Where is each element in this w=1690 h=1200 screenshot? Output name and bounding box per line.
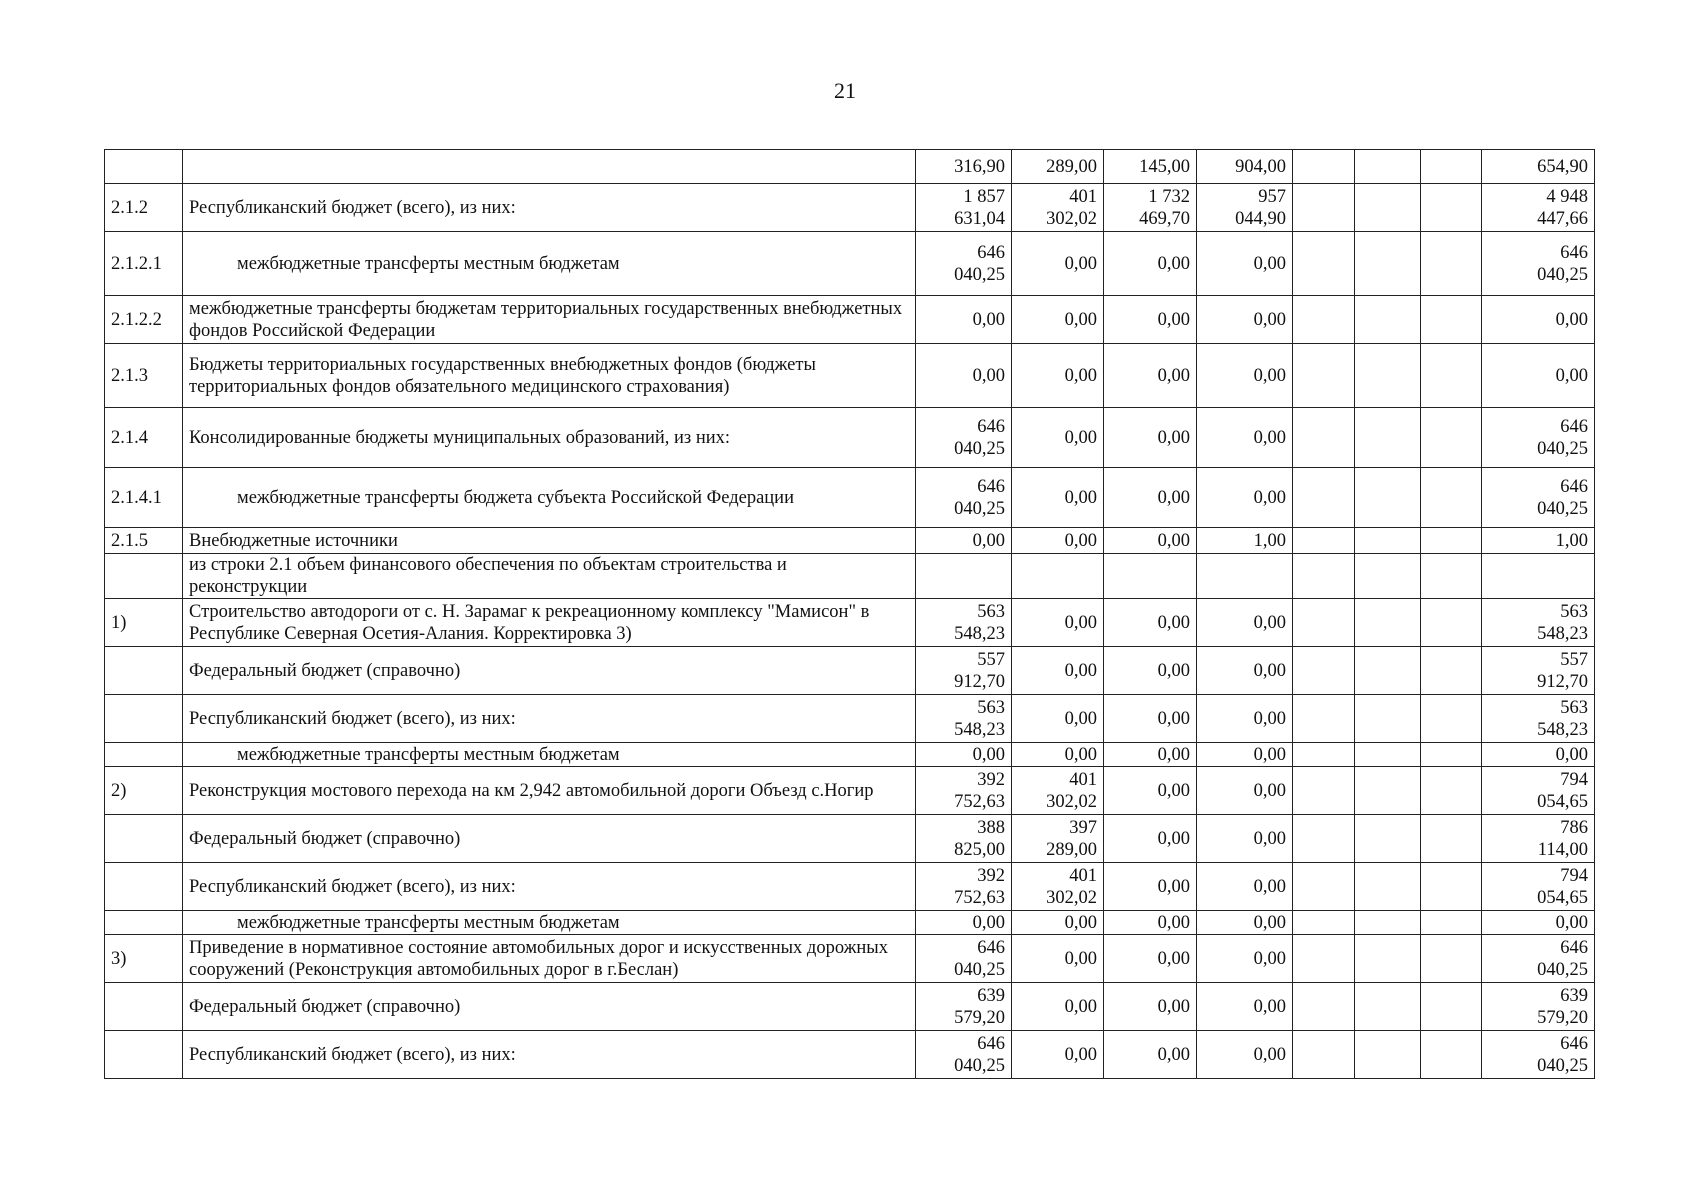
row-value-cell: 794 054,65 <box>1482 863 1595 911</box>
row-value-cell <box>1421 1031 1482 1079</box>
row-value-cell <box>1293 184 1355 232</box>
table-row <box>105 554 1595 599</box>
row-code-cell: 3) <box>105 935 183 983</box>
row-value-cell <box>1421 863 1482 911</box>
budget-table-body <box>105 150 1595 1079</box>
table-row <box>105 344 1595 408</box>
row-value-cell: 639 579,20 <box>916 983 1012 1031</box>
row-value-cell: 0,00 <box>1012 528 1104 554</box>
row-value-cell: 0,00 <box>1104 232 1197 296</box>
page-number: 21 <box>834 78 856 103</box>
row-code-cell: 2.1.3 <box>105 344 183 408</box>
row-value-cell: 646 040,25 <box>916 232 1012 296</box>
row-value-cell: 392 752,63 <box>916 863 1012 911</box>
table-row <box>105 468 1595 528</box>
row-value-cell: 0,00 <box>1104 408 1197 468</box>
row-value-cell: 0,00 <box>1012 983 1104 1031</box>
row-value-cell <box>1293 150 1355 184</box>
row-value-cell <box>1355 468 1421 528</box>
row-value-cell <box>1421 344 1482 408</box>
row-name-cell: Федеральный бюджет (справочно) <box>183 647 916 695</box>
row-value-cell <box>1293 599 1355 647</box>
row-value-cell: 557 912,70 <box>916 647 1012 695</box>
row-value-cell <box>1293 408 1355 468</box>
row-value-cell: 0,00 <box>1197 408 1293 468</box>
row-value-cell <box>1355 695 1421 743</box>
row-value-cell: 0,00 <box>1197 296 1293 344</box>
row-value-cell <box>1293 983 1355 1031</box>
row-value-cell <box>1293 695 1355 743</box>
row-value-cell: 0,00 <box>1104 1031 1197 1079</box>
row-name-cell: Приведение в нормативное состояние автомобильных дорог и искусственных дорожных сооружений (Реконструкция автомобильных дорог в г.Беслан) <box>183 935 916 983</box>
row-code-cell: 2.1.2.2 <box>105 296 183 344</box>
row-code-cell <box>105 863 183 911</box>
row-value-cell: 0,00 <box>1012 296 1104 344</box>
row-value-cell <box>1355 408 1421 468</box>
row-value-cell: 639 579,20 <box>1482 983 1595 1031</box>
row-value-cell <box>1197 554 1293 599</box>
row-value-cell: 646 040,25 <box>1482 1031 1595 1079</box>
row-value-cell: 0,00 <box>1012 344 1104 408</box>
row-value-cell <box>1293 528 1355 554</box>
row-value-cell: 646 040,25 <box>916 408 1012 468</box>
row-value-cell <box>1421 767 1482 815</box>
row-value-cell <box>1355 743 1421 767</box>
row-name-cell: Реконструкция мостового перехода на км 2,942 автомобильной дороги Объезд с.Ногир <box>183 767 916 815</box>
table-row <box>105 863 1595 911</box>
row-value-cell <box>1355 232 1421 296</box>
row-value-cell <box>1421 150 1482 184</box>
row-value-cell: 563 548,23 <box>1482 599 1595 647</box>
row-code-cell <box>105 743 183 767</box>
row-value-cell <box>1293 344 1355 408</box>
row-value-cell: 0,00 <box>1104 599 1197 647</box>
row-value-cell: 0,00 <box>1012 1031 1104 1079</box>
row-value-cell: 0,00 <box>1104 911 1197 935</box>
row-value-cell: 646 040,25 <box>916 935 1012 983</box>
row-value-cell <box>1355 184 1421 232</box>
row-value-cell: 0,00 <box>1012 408 1104 468</box>
row-value-cell: 646 040,25 <box>1482 935 1595 983</box>
row-value-cell: 0,00 <box>1482 743 1595 767</box>
row-value-cell <box>1421 184 1482 232</box>
row-value-cell <box>1293 1031 1355 1079</box>
row-value-cell <box>1421 232 1482 296</box>
row-value-cell: 401 302,02 <box>1012 863 1104 911</box>
row-value-cell: 957 044,90 <box>1197 184 1293 232</box>
row-value-cell: 0,00 <box>1104 767 1197 815</box>
row-value-cell: 0,00 <box>1012 232 1104 296</box>
row-value-cell <box>1355 554 1421 599</box>
row-code-cell <box>105 815 183 863</box>
row-name-cell: Республиканский бюджет (всего), из них: <box>183 1031 916 1079</box>
row-value-cell <box>1421 935 1482 983</box>
row-code-cell <box>105 695 183 743</box>
row-value-cell: 0,00 <box>1482 911 1595 935</box>
row-value-cell <box>1355 150 1421 184</box>
row-value-cell: 1 857 631,04 <box>916 184 1012 232</box>
row-value-cell: 0,00 <box>916 743 1012 767</box>
table-row <box>105 232 1595 296</box>
row-value-cell <box>1421 695 1482 743</box>
row-value-cell <box>1293 767 1355 815</box>
row-name-cell: межбюджетные трансферты местным бюджетам <box>183 911 916 935</box>
row-code-cell <box>105 1031 183 1079</box>
row-value-cell <box>1421 468 1482 528</box>
row-value-cell: 0,00 <box>1012 599 1104 647</box>
row-name-cell: Внебюджетные источники <box>183 528 916 554</box>
row-value-cell <box>1421 911 1482 935</box>
row-value-cell: 4 948 447,66 <box>1482 184 1595 232</box>
row-code-cell <box>105 911 183 935</box>
row-value-cell: 563 548,23 <box>916 599 1012 647</box>
row-code-cell <box>105 150 183 184</box>
row-value-cell <box>1355 1031 1421 1079</box>
row-value-cell: 0,00 <box>1197 911 1293 935</box>
row-value-cell <box>1355 863 1421 911</box>
row-name-cell <box>183 150 916 184</box>
row-code-cell: 2.1.4.1 <box>105 468 183 528</box>
row-value-cell <box>1355 935 1421 983</box>
row-name-cell: межбюджетные трансферты местным бюджетам <box>183 232 916 296</box>
row-name-cell: Республиканский бюджет (всего), из них: <box>183 695 916 743</box>
row-code-cell <box>105 647 183 695</box>
row-value-cell: 0,00 <box>1012 935 1104 983</box>
row-name-cell: Консолидированные бюджеты муниципальных образований, из них: <box>183 408 916 468</box>
budget-table <box>104 149 1595 1079</box>
row-value-cell: 794 054,65 <box>1482 767 1595 815</box>
row-value-cell <box>1355 296 1421 344</box>
row-value-cell <box>1421 983 1482 1031</box>
table-row <box>105 935 1595 983</box>
table-row <box>105 1031 1595 1079</box>
table-row <box>105 599 1595 647</box>
row-value-cell: 563 548,23 <box>1482 695 1595 743</box>
row-value-cell <box>1355 815 1421 863</box>
row-value-cell: 0,00 <box>1197 863 1293 911</box>
row-value-cell: 0,00 <box>1012 695 1104 743</box>
row-value-cell: 0,00 <box>916 296 1012 344</box>
row-value-cell <box>1293 296 1355 344</box>
row-value-cell: 0,00 <box>1197 935 1293 983</box>
row-name-cell: Федеральный бюджет (справочно) <box>183 983 916 1031</box>
row-value-cell <box>1355 767 1421 815</box>
table-row <box>105 647 1595 695</box>
row-value-cell: 289,00 <box>1012 150 1104 184</box>
row-value-cell <box>1293 647 1355 695</box>
row-value-cell: 0,00 <box>1197 468 1293 528</box>
table-row <box>105 408 1595 468</box>
row-value-cell: 646 040,25 <box>1482 468 1595 528</box>
row-code-cell: 2.1.2.1 <box>105 232 183 296</box>
row-value-cell <box>1421 296 1482 344</box>
row-value-cell <box>1421 554 1482 599</box>
row-value-cell: 145,00 <box>1104 150 1197 184</box>
row-value-cell: 0,00 <box>1197 815 1293 863</box>
row-value-cell: 0,00 <box>1197 232 1293 296</box>
table-row <box>105 150 1595 184</box>
table-row <box>105 528 1595 554</box>
row-value-cell: 0,00 <box>1104 743 1197 767</box>
row-value-cell: 1 732 469,70 <box>1104 184 1197 232</box>
row-value-cell <box>1293 554 1355 599</box>
row-value-cell: 0,00 <box>1197 344 1293 408</box>
row-value-cell: 646 040,25 <box>916 1031 1012 1079</box>
row-value-cell <box>1355 647 1421 695</box>
table-row <box>105 911 1595 935</box>
row-value-cell: 0,00 <box>1482 344 1595 408</box>
row-value-cell <box>1293 911 1355 935</box>
row-value-cell <box>1012 554 1104 599</box>
row-value-cell: 654,90 <box>1482 150 1595 184</box>
row-value-cell: 0,00 <box>1197 767 1293 815</box>
row-value-cell <box>1355 599 1421 647</box>
row-value-cell <box>1421 528 1482 554</box>
row-value-cell: 0,00 <box>916 911 1012 935</box>
row-value-cell: 0,00 <box>1197 599 1293 647</box>
row-value-cell: 0,00 <box>916 528 1012 554</box>
row-name-cell: Строительство автодороги от с. Н. Зарамаг к рекреационному комплексу "Мамисон" в Республике Северная Осетия-Алания. Корректировка 3) <box>183 599 916 647</box>
row-value-cell: 388 825,00 <box>916 815 1012 863</box>
row-value-cell <box>1482 554 1595 599</box>
row-value-cell: 316,90 <box>916 150 1012 184</box>
row-value-cell: 0,00 <box>1104 344 1197 408</box>
row-code-cell: 2) <box>105 767 183 815</box>
row-value-cell: 0,00 <box>916 344 1012 408</box>
row-value-cell <box>1293 935 1355 983</box>
row-value-cell <box>1355 911 1421 935</box>
row-name-cell: Республиканский бюджет (всего), из них: <box>183 863 916 911</box>
row-code-cell: 2.1.4 <box>105 408 183 468</box>
row-name-cell: Федеральный бюджет (справочно) <box>183 815 916 863</box>
row-value-cell: 0,00 <box>1482 296 1595 344</box>
row-code-cell: 1) <box>105 599 183 647</box>
table-row <box>105 815 1595 863</box>
row-value-cell <box>1355 344 1421 408</box>
row-value-cell <box>1421 815 1482 863</box>
table-row <box>105 296 1595 344</box>
row-value-cell <box>1293 815 1355 863</box>
row-value-cell <box>1355 528 1421 554</box>
row-value-cell: 0,00 <box>1197 1031 1293 1079</box>
row-value-cell: 557 912,70 <box>1482 647 1595 695</box>
row-code-cell <box>105 983 183 1031</box>
row-value-cell: 1,00 <box>1482 528 1595 554</box>
row-code-cell: 2.1.2 <box>105 184 183 232</box>
row-value-cell <box>1355 983 1421 1031</box>
row-value-cell: 392 752,63 <box>916 767 1012 815</box>
row-value-cell <box>1421 599 1482 647</box>
row-value-cell: 0,00 <box>1197 743 1293 767</box>
row-value-cell: 0,00 <box>1104 983 1197 1031</box>
row-value-cell: 0,00 <box>1104 935 1197 983</box>
row-value-cell: 0,00 <box>1104 468 1197 528</box>
row-value-cell: 0,00 <box>1104 815 1197 863</box>
row-name-cell: Бюджеты территориальных государственных внебюджетных фондов (бюджеты территориальных фондов обязательного медицинского страхования) <box>183 344 916 408</box>
row-name-cell: межбюджетные трансферты местным бюджетам <box>183 743 916 767</box>
row-value-cell: 397 289,00 <box>1012 815 1104 863</box>
row-code-cell <box>105 554 183 599</box>
row-code-cell: 2.1.5 <box>105 528 183 554</box>
row-value-cell <box>1421 647 1482 695</box>
row-value-cell: 563 548,23 <box>916 695 1012 743</box>
row-name-cell: межбюджетные трансферты бюджета субъекта Российской Федерации <box>183 468 916 528</box>
row-value-cell: 0,00 <box>1197 647 1293 695</box>
table-row <box>105 184 1595 232</box>
row-value-cell <box>1421 408 1482 468</box>
row-value-cell: 1,00 <box>1197 528 1293 554</box>
row-name-cell: межбюджетные трансферты бюджетам территориальных государственных внебюджетных фондов Российской Федерации <box>183 296 916 344</box>
row-value-cell: 0,00 <box>1104 647 1197 695</box>
row-value-cell: 0,00 <box>1012 911 1104 935</box>
row-value-cell: 0,00 <box>1012 647 1104 695</box>
row-value-cell: 904,00 <box>1197 150 1293 184</box>
row-value-cell <box>1293 232 1355 296</box>
row-value-cell <box>1421 743 1482 767</box>
table-row <box>105 743 1595 767</box>
table-row <box>105 695 1595 743</box>
row-value-cell: 0,00 <box>1104 863 1197 911</box>
row-value-cell: 646 040,25 <box>1482 232 1595 296</box>
row-value-cell: 786 114,00 <box>1482 815 1595 863</box>
row-value-cell: 0,00 <box>1104 528 1197 554</box>
row-value-cell: 401 302,02 <box>1012 767 1104 815</box>
row-value-cell: 0,00 <box>1104 695 1197 743</box>
table-row <box>105 983 1595 1031</box>
row-value-cell: 646 040,25 <box>916 468 1012 528</box>
row-value-cell: 0,00 <box>1012 743 1104 767</box>
row-value-cell: 0,00 <box>1104 296 1197 344</box>
table-row <box>105 767 1595 815</box>
row-value-cell: 0,00 <box>1012 468 1104 528</box>
row-value-cell <box>916 554 1012 599</box>
row-value-cell <box>1293 468 1355 528</box>
row-value-cell <box>1293 743 1355 767</box>
row-name-cell: из строки 2.1 объем финансового обеспечения по объектам строительства и реконструкции <box>183 554 916 599</box>
row-value-cell: 401 302,02 <box>1012 184 1104 232</box>
row-value-cell: 0,00 <box>1197 695 1293 743</box>
row-value-cell: 646 040,25 <box>1482 408 1595 468</box>
row-name-cell: Республиканский бюджет (всего), из них: <box>183 184 916 232</box>
row-value-cell: 0,00 <box>1197 983 1293 1031</box>
row-value-cell <box>1293 863 1355 911</box>
row-value-cell <box>1104 554 1197 599</box>
